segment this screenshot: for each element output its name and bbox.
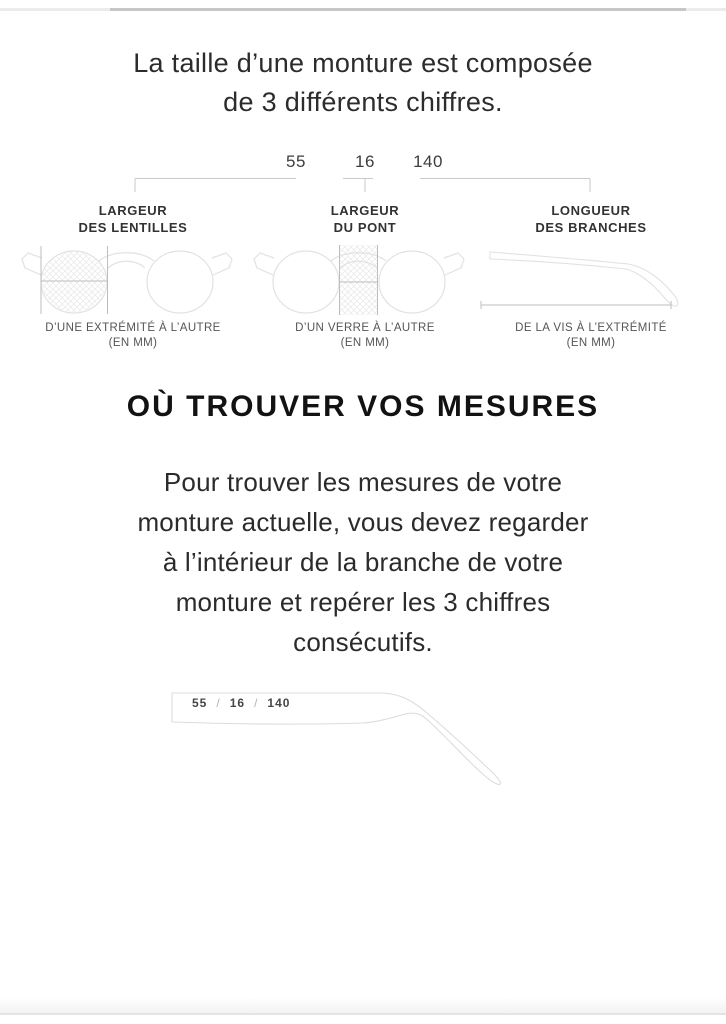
- intro-title-line-1: La taille d’une monture est composée: [133, 48, 593, 78]
- intro-title-line-2: de 3 différents chiffres.: [223, 87, 503, 117]
- temple-length-caption-line-1: DE LA VIS À L’EXTRÉMITÉ: [515, 322, 667, 334]
- glasses-front-lens-illustration: [20, 244, 246, 316]
- lens-width-caption-line-2: (EN MM): [108, 337, 158, 349]
- temple-length-caption: [471, 321, 711, 351]
- paragraph-line-2: monture actuelle, vous devez regarder: [137, 507, 589, 537]
- engraving-lens-value: 55: [192, 696, 208, 710]
- lens-width-caption: [13, 321, 253, 351]
- engraving-bridge-value: 16: [229, 696, 246, 710]
- bottom-edge-shade: [0, 997, 726, 1014]
- bridge-width-caption-line-1: D’UN VERRE À L’AUTRE: [295, 322, 435, 334]
- lens-width-label-line-2: DES LENTILLES: [78, 220, 188, 235]
- temple-engraving-illustration: [150, 683, 670, 803]
- horizontal-scrollbar-thumb[interactable]: [110, 8, 686, 11]
- bridge-width-caption-line-2: (EN MM): [340, 337, 390, 349]
- bridge-width-label: [245, 202, 485, 242]
- temple-length-value: 140: [413, 152, 443, 171]
- paragraph-line-4: monture et repérer les 3 chiffres: [175, 587, 551, 617]
- lens-width-art: [13, 242, 253, 318]
- bridge-width-label-line-2: DU PONT: [333, 220, 397, 235]
- bridge-width-label-line-1: LARGEUR: [330, 203, 400, 218]
- temple-length-label-line-2: DES BRANCHES: [535, 220, 647, 235]
- lens-width-value: 55: [286, 152, 306, 171]
- bridge-width-column: [245, 202, 485, 351]
- temple-length-art: [471, 242, 711, 318]
- engraving-temple-value: 140: [267, 696, 291, 710]
- lens-width-label: [13, 202, 253, 242]
- callout-bracket-lines: [120, 177, 600, 197]
- lens-width-caption-line-1: D’UNE EXTRÉMITÉ À L’AUTRE: [45, 322, 221, 334]
- temple-length-column: [471, 202, 711, 351]
- engraved-size-text: [192, 696, 290, 710]
- temple-length-caption-line-2: (EN MM): [566, 337, 616, 349]
- engraving-separator: /: [216, 696, 221, 710]
- lens-width-label-line-1: LARGEUR: [98, 203, 168, 218]
- bottom-edge-line: [0, 1013, 726, 1015]
- paragraph-line-3: à l’intérieur de la branche de votre: [162, 547, 564, 577]
- bridge-width-value: 16: [355, 152, 375, 171]
- glasses-front-bridge-illustration: [252, 244, 478, 316]
- where-to-find-paragraph: [0, 462, 726, 662]
- temple-side-illustration: [480, 248, 710, 312]
- paragraph-line-1: Pour trouver les mesures de votre: [163, 467, 563, 497]
- engraving-separator: /: [254, 696, 259, 710]
- bridge-width-caption: [245, 321, 485, 351]
- lens-width-column: [13, 202, 253, 351]
- paragraph-line-5: consécutifs.: [293, 627, 433, 657]
- bridge-width-art: [245, 242, 485, 318]
- intro-title: [0, 44, 726, 122]
- temple-length-label: [471, 202, 711, 242]
- temple-length-label-line-1: LONGUEUR: [551, 203, 631, 218]
- where-to-find-heading: OÙ TROUVER VOS MESURES: [126, 390, 600, 423]
- horizontal-scrollbar-track: [0, 8, 726, 11]
